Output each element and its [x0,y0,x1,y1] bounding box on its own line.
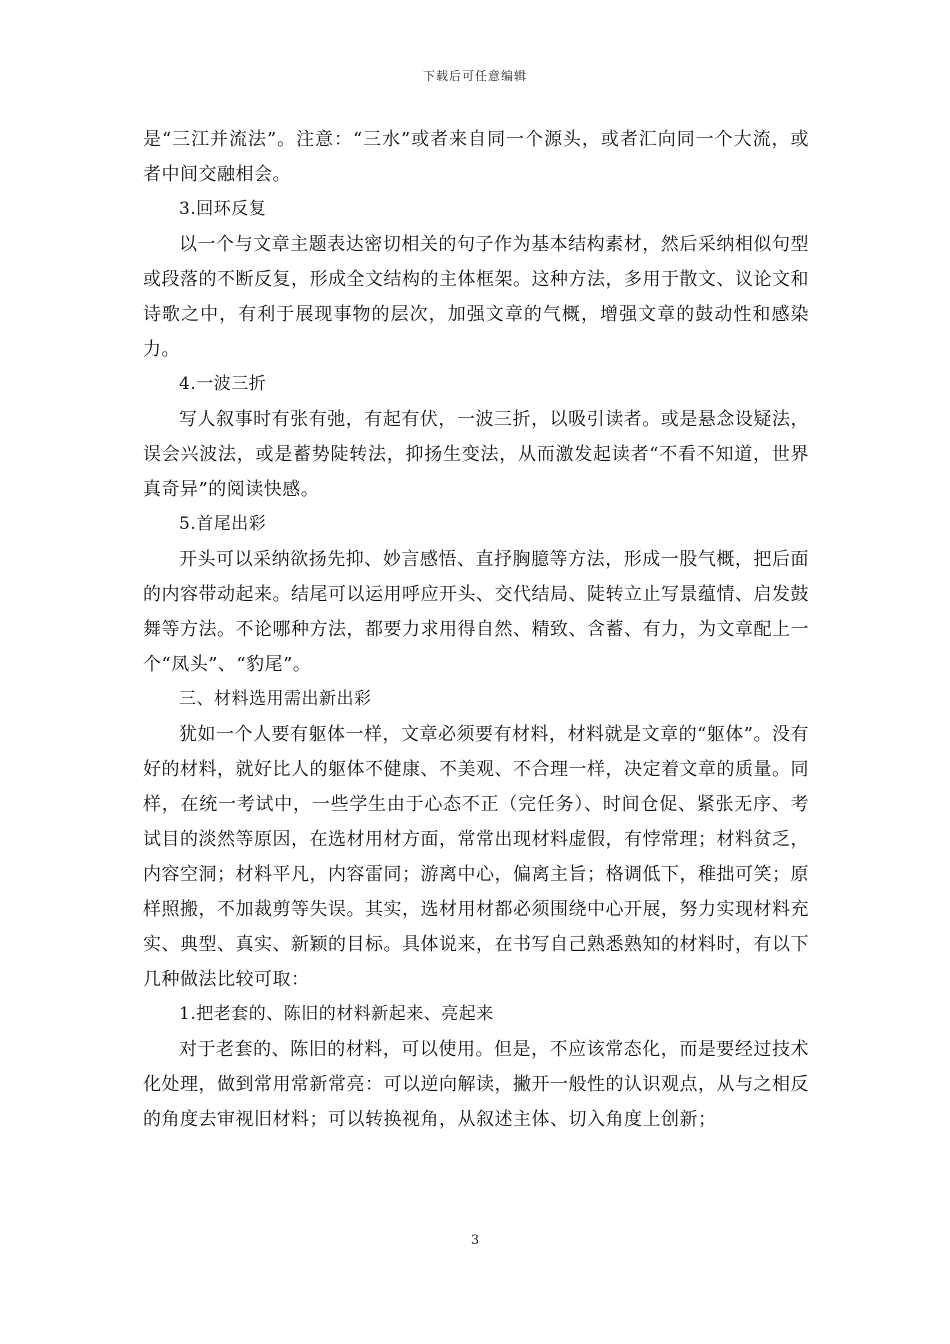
paragraph-loop-repeat: 以一个与文章主题表达密切相关的句子作为基本结构素材，然后采纳相似句型或段落的不断反复，形成全文结构的主体框架。这种方法，多用于散文、议论文和诗歌之中，有利于展现事物的层次，加强文章的气概，增强文章的鼓动性和感染力。 [143,234,809,360]
page-header: 下载后可任意编辑 [422,69,527,83]
page-number: 3 [470,1233,480,1248]
subheading-5: 5.首尾出彩 [179,514,267,534]
paragraph-materials: 犹如一个人要有躯体一样，文章必须要有材料，材料就是文章的“躯体”。没有好的材料，就好比人的躯体不健康、不美观、不合理一样，决定着文章的质量。同样，在统一考试中，一些学生由于心态不正（完任务）、时间仓促、紧张无序、考试目的淡然等原因，在选材用材方面，常常出现材料虚假，有悖常理；材料贫乏，内容空洞；材料平凡，内容雷同；游离中心，偏离主旨；格调低下，稚拙可笑；原样照搬，不加裁剪等失误。其实，选材用材都必须围绕中心开展，努力实现材料充实、典型、真实、新颖的目标。具体说来，在书写自己熟悉熟知的材料时，有以下几种做法比较可取： [143,724,809,990]
subheading-4: 4.一波三折 [179,374,267,394]
subheading-3: 3.回环反复 [179,199,267,219]
paragraph-twists: 写人叙事时有张有弛，有起有伏，一波三折，以吸引读者。或是悬念设疑法，误会兴波法，或是蓄势陡转法，抑扬生变法，从而激发起读者“不看不知道，世界真奇异”的阅读快感。 [143,409,809,500]
paragraph-head-tail: 开头可以采纳欲扬先抑、妙言感悟、直抒胸臆等方法，形成一股气概，把后面的内容带动起来。结尾可以运用呼应开头、交代结局、陡转立止写景蕴情、启发鼓舞等方法。不论哪种方法，都要力求用得自然、精致、含蓄、有力，为文章配上一个“凤头”、“豹尾”。 [143,549,809,675]
page-content [143,122,809,1137]
paragraph-continuation: 是“三江并流法”。注意：“三水”或者来自同一个源头，或者汇向同一个大流，或者中间交融相会。 [143,129,809,185]
subheading-1: 1.把老套的、陈旧的材料新起来、亮起来 [179,1004,494,1024]
paragraph-old-materials: 对于老套的、陈旧的材料，可以使用。但是，不应该常态化，而是要经过技术化处理，做到常用常新常亮：可以逆向解读，撇开一般性的认识观点，从与之相反的角度去审视旧材料；可以转换视角，从叙述主体、切入角度上创新； [143,1039,809,1130]
section-heading-3: 三、材料选用需出新出彩 [179,689,372,709]
